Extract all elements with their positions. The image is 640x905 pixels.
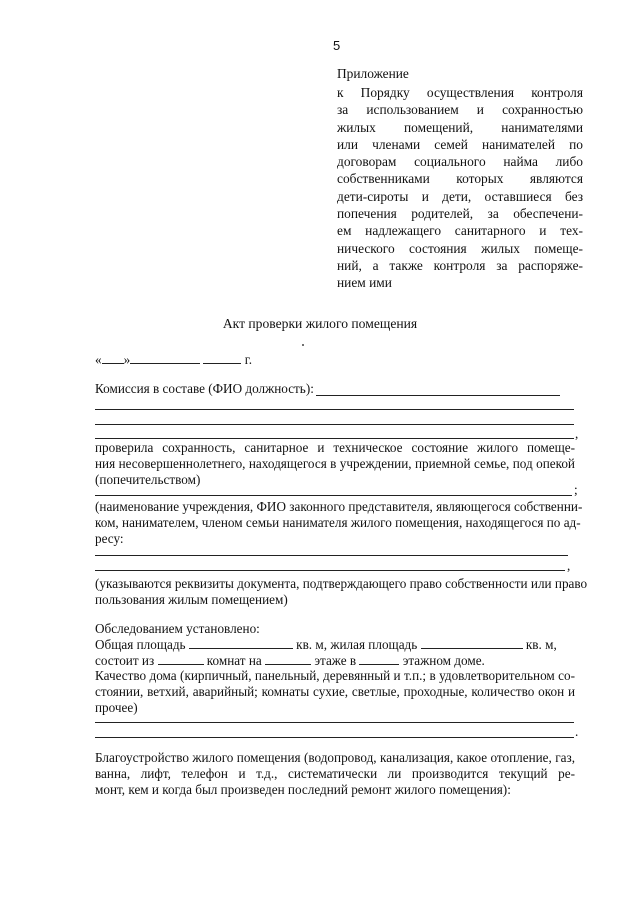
quality-line: Качество дома (кирпичный, панельный, деревянный и т.п.; в удовлетворительном со-	[95, 668, 575, 683]
appendix-line: собственниками которых являются	[337, 171, 583, 187]
commission-field-3[interactable]	[95, 424, 574, 425]
amenities-paragraph	[95, 750, 575, 798]
appendix-line: дети-сироты и дети, оставшиеся без	[337, 188, 583, 204]
sqm-label: кв. м,	[525, 637, 557, 652]
year-field[interactable]	[203, 352, 241, 364]
appendix-line: жилых помещений, нанимателями	[337, 119, 583, 135]
living-area-label: кв. м, жилая площадь	[296, 637, 418, 652]
consists-of-label: состоит из	[95, 653, 155, 668]
quality-period: .	[575, 724, 579, 739]
amenities-line: ванна, лифт, телефон и т.д., систематически ли производится текущий ре-	[95, 766, 575, 781]
stray-dot	[302, 344, 304, 346]
commission-label: Комиссия в составе (ФИО должность):	[95, 381, 314, 396]
appendix-line: ний, а также контроля за распоряже-	[337, 257, 583, 273]
page-number: 5	[333, 38, 341, 53]
quality-field-1[interactable]	[95, 722, 574, 723]
quality-line: стоянии, ветхий, аварийный; комнаты сухие, светлые, проходные, количество окон и	[95, 684, 575, 699]
appendix-line: ем надлежащего санитарного и тех-	[337, 223, 583, 239]
storeys-field[interactable]	[359, 653, 399, 665]
appendix-title: Приложение	[337, 66, 409, 81]
date-line	[95, 352, 252, 368]
quality-field-2[interactable]	[95, 737, 574, 738]
appendix-line: или членами семей нанимателей по	[337, 136, 583, 152]
checked-line: ния несовершеннолетнего, находящегося в учреждении, приемной семье, под опекой	[95, 456, 575, 471]
document-note-line: пользования жилым помещением)	[95, 592, 288, 607]
document-note-line: (указываются реквизиты документа, подтверждающего право собственности или право	[95, 576, 588, 591]
floor-field[interactable]	[265, 653, 311, 665]
address-field-2[interactable]	[95, 570, 565, 571]
appendix-line: за использованием и сохранностью	[337, 102, 583, 118]
storey-house-label: этажном доме.	[402, 653, 485, 668]
institution-note-line: (наименование учреждения, ФИО законного представителя, являющегося собственни-	[95, 499, 583, 514]
quality-line: прочее)	[95, 700, 138, 715]
total-area-label: Общая площадь	[95, 637, 186, 652]
floor-in-label: этаже в	[314, 653, 357, 668]
date-open-quote: «	[95, 352, 102, 367]
appendix-body	[337, 84, 583, 292]
survey-heading: Обследованием установлено:	[95, 621, 260, 636]
checked-line: проверила сохранность, санитарное и техническое состояние жилого помеще-	[95, 440, 575, 455]
rooms-field[interactable]	[158, 653, 204, 665]
checked-line: (попечительством)	[95, 472, 201, 487]
appendix-line: нического состояния жилых помеще-	[337, 240, 583, 256]
rooms-line	[95, 653, 485, 669]
appendix-line: к Порядку осуществления контроля	[337, 85, 583, 100]
amenities-line: монт, кем и когда был произведен последний ремонт жилого помещения):	[95, 782, 511, 797]
commission-field-4[interactable]	[95, 438, 574, 439]
month-field[interactable]	[130, 352, 200, 364]
total-area-field[interactable]	[189, 637, 293, 649]
institution-field[interactable]	[95, 495, 572, 496]
document-note	[95, 576, 588, 608]
institution-semicolon: ;	[574, 482, 578, 497]
institution-note-line: ком, нанимателем, членом семьи нанимателя жилого помещения, находящегося по ад-	[95, 515, 581, 530]
document-title: Акт проверки жилого помещения	[222, 316, 418, 331]
amenities-line: Благоустройство жилого помещения (водопровод, канализация, какое отопление, газ,	[95, 750, 575, 765]
checked-paragraph	[95, 440, 575, 488]
address-field-1[interactable]	[95, 555, 568, 556]
area-line	[95, 637, 557, 653]
living-area-field[interactable]	[421, 637, 523, 649]
commission-field-2[interactable]	[95, 409, 574, 410]
institution-note	[95, 499, 583, 547]
commission-field-1[interactable]	[316, 395, 560, 396]
year-suffix: г.	[244, 352, 252, 367]
rooms-on-label: комнат на	[206, 653, 262, 668]
appendix-line: попечения родителей, за обеспечени-	[337, 206, 583, 222]
institution-note-line: ресу:	[95, 531, 124, 546]
appendix-line: нием ими	[337, 275, 392, 291]
commission-comma: ,	[575, 426, 579, 441]
date-close-quote: »	[123, 352, 131, 367]
quality-paragraph	[95, 668, 575, 716]
appendix-line: договорам социального найма либо	[337, 154, 583, 170]
address-comma: ,	[567, 558, 571, 573]
day-field[interactable]	[102, 352, 124, 364]
